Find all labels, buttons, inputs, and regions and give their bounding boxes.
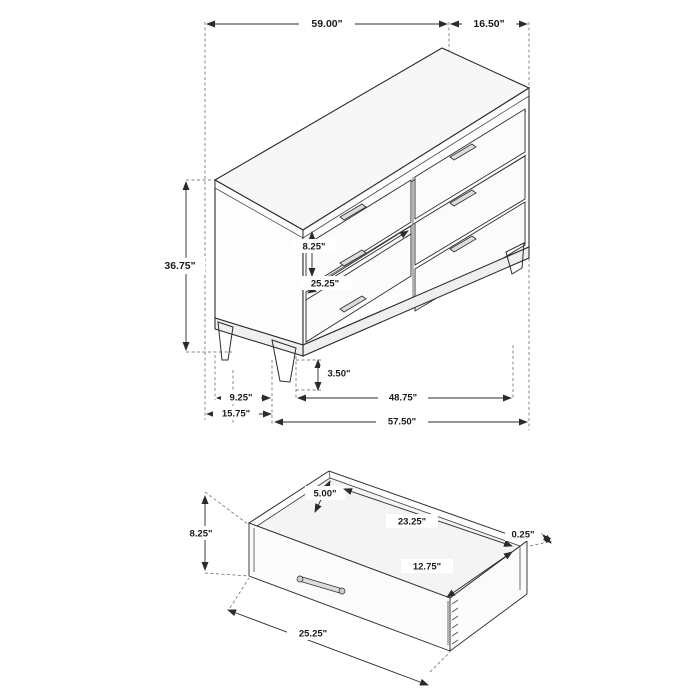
dim-panel-thickness bbox=[505, 527, 551, 543]
dim-base-width-outer bbox=[275, 414, 527, 428]
dim-base-width-inner bbox=[298, 390, 511, 404]
dim-label-drawer-height: 8.25" bbox=[302, 241, 326, 253]
dim-label-drawer-front-width: 25.25" bbox=[298, 628, 328, 640]
dim-label-drawer-side-height: 8.25" bbox=[189, 528, 213, 540]
dim-label-top-width: 59.00" bbox=[311, 17, 343, 30]
dim-leg-depth bbox=[217, 390, 270, 404]
dresser-figure bbox=[155, 14, 529, 430]
dim-label-base-width-inner: 48.75" bbox=[388, 392, 418, 404]
dim-label-drawer-width: 25.25" bbox=[310, 278, 340, 290]
drawer-handle-post-right bbox=[339, 588, 345, 594]
dim-label-overall-height: 36.75" bbox=[164, 259, 196, 272]
dim-overall-height bbox=[155, 182, 205, 350]
dim-top-width bbox=[207, 14, 447, 30]
dim-label-base-width-outer: 57.50" bbox=[387, 416, 417, 428]
dim-label-base-depth: 15.75" bbox=[221, 408, 251, 420]
dim-drawer-side-height bbox=[180, 496, 222, 570]
dim-label-leg-height: 3.50" bbox=[327, 368, 351, 380]
dim-label-panel-thickness: 0.25" bbox=[511, 529, 535, 541]
dim-label-interior-side: 12.75" bbox=[412, 561, 442, 573]
dim-label-leg-depth: 9.25" bbox=[229, 392, 253, 404]
drawer-handle-post-left bbox=[297, 576, 303, 582]
dim-label-top-depth: 16.50" bbox=[473, 17, 505, 30]
drawer-figure bbox=[180, 471, 552, 685]
dim-label-interior-depth: 5.00" bbox=[313, 488, 337, 500]
dim-leg-height bbox=[296, 360, 358, 390]
dim-top-depth bbox=[451, 14, 527, 30]
dim-label-interior-width: 23.25" bbox=[397, 516, 427, 528]
dim-base-depth bbox=[207, 406, 271, 420]
